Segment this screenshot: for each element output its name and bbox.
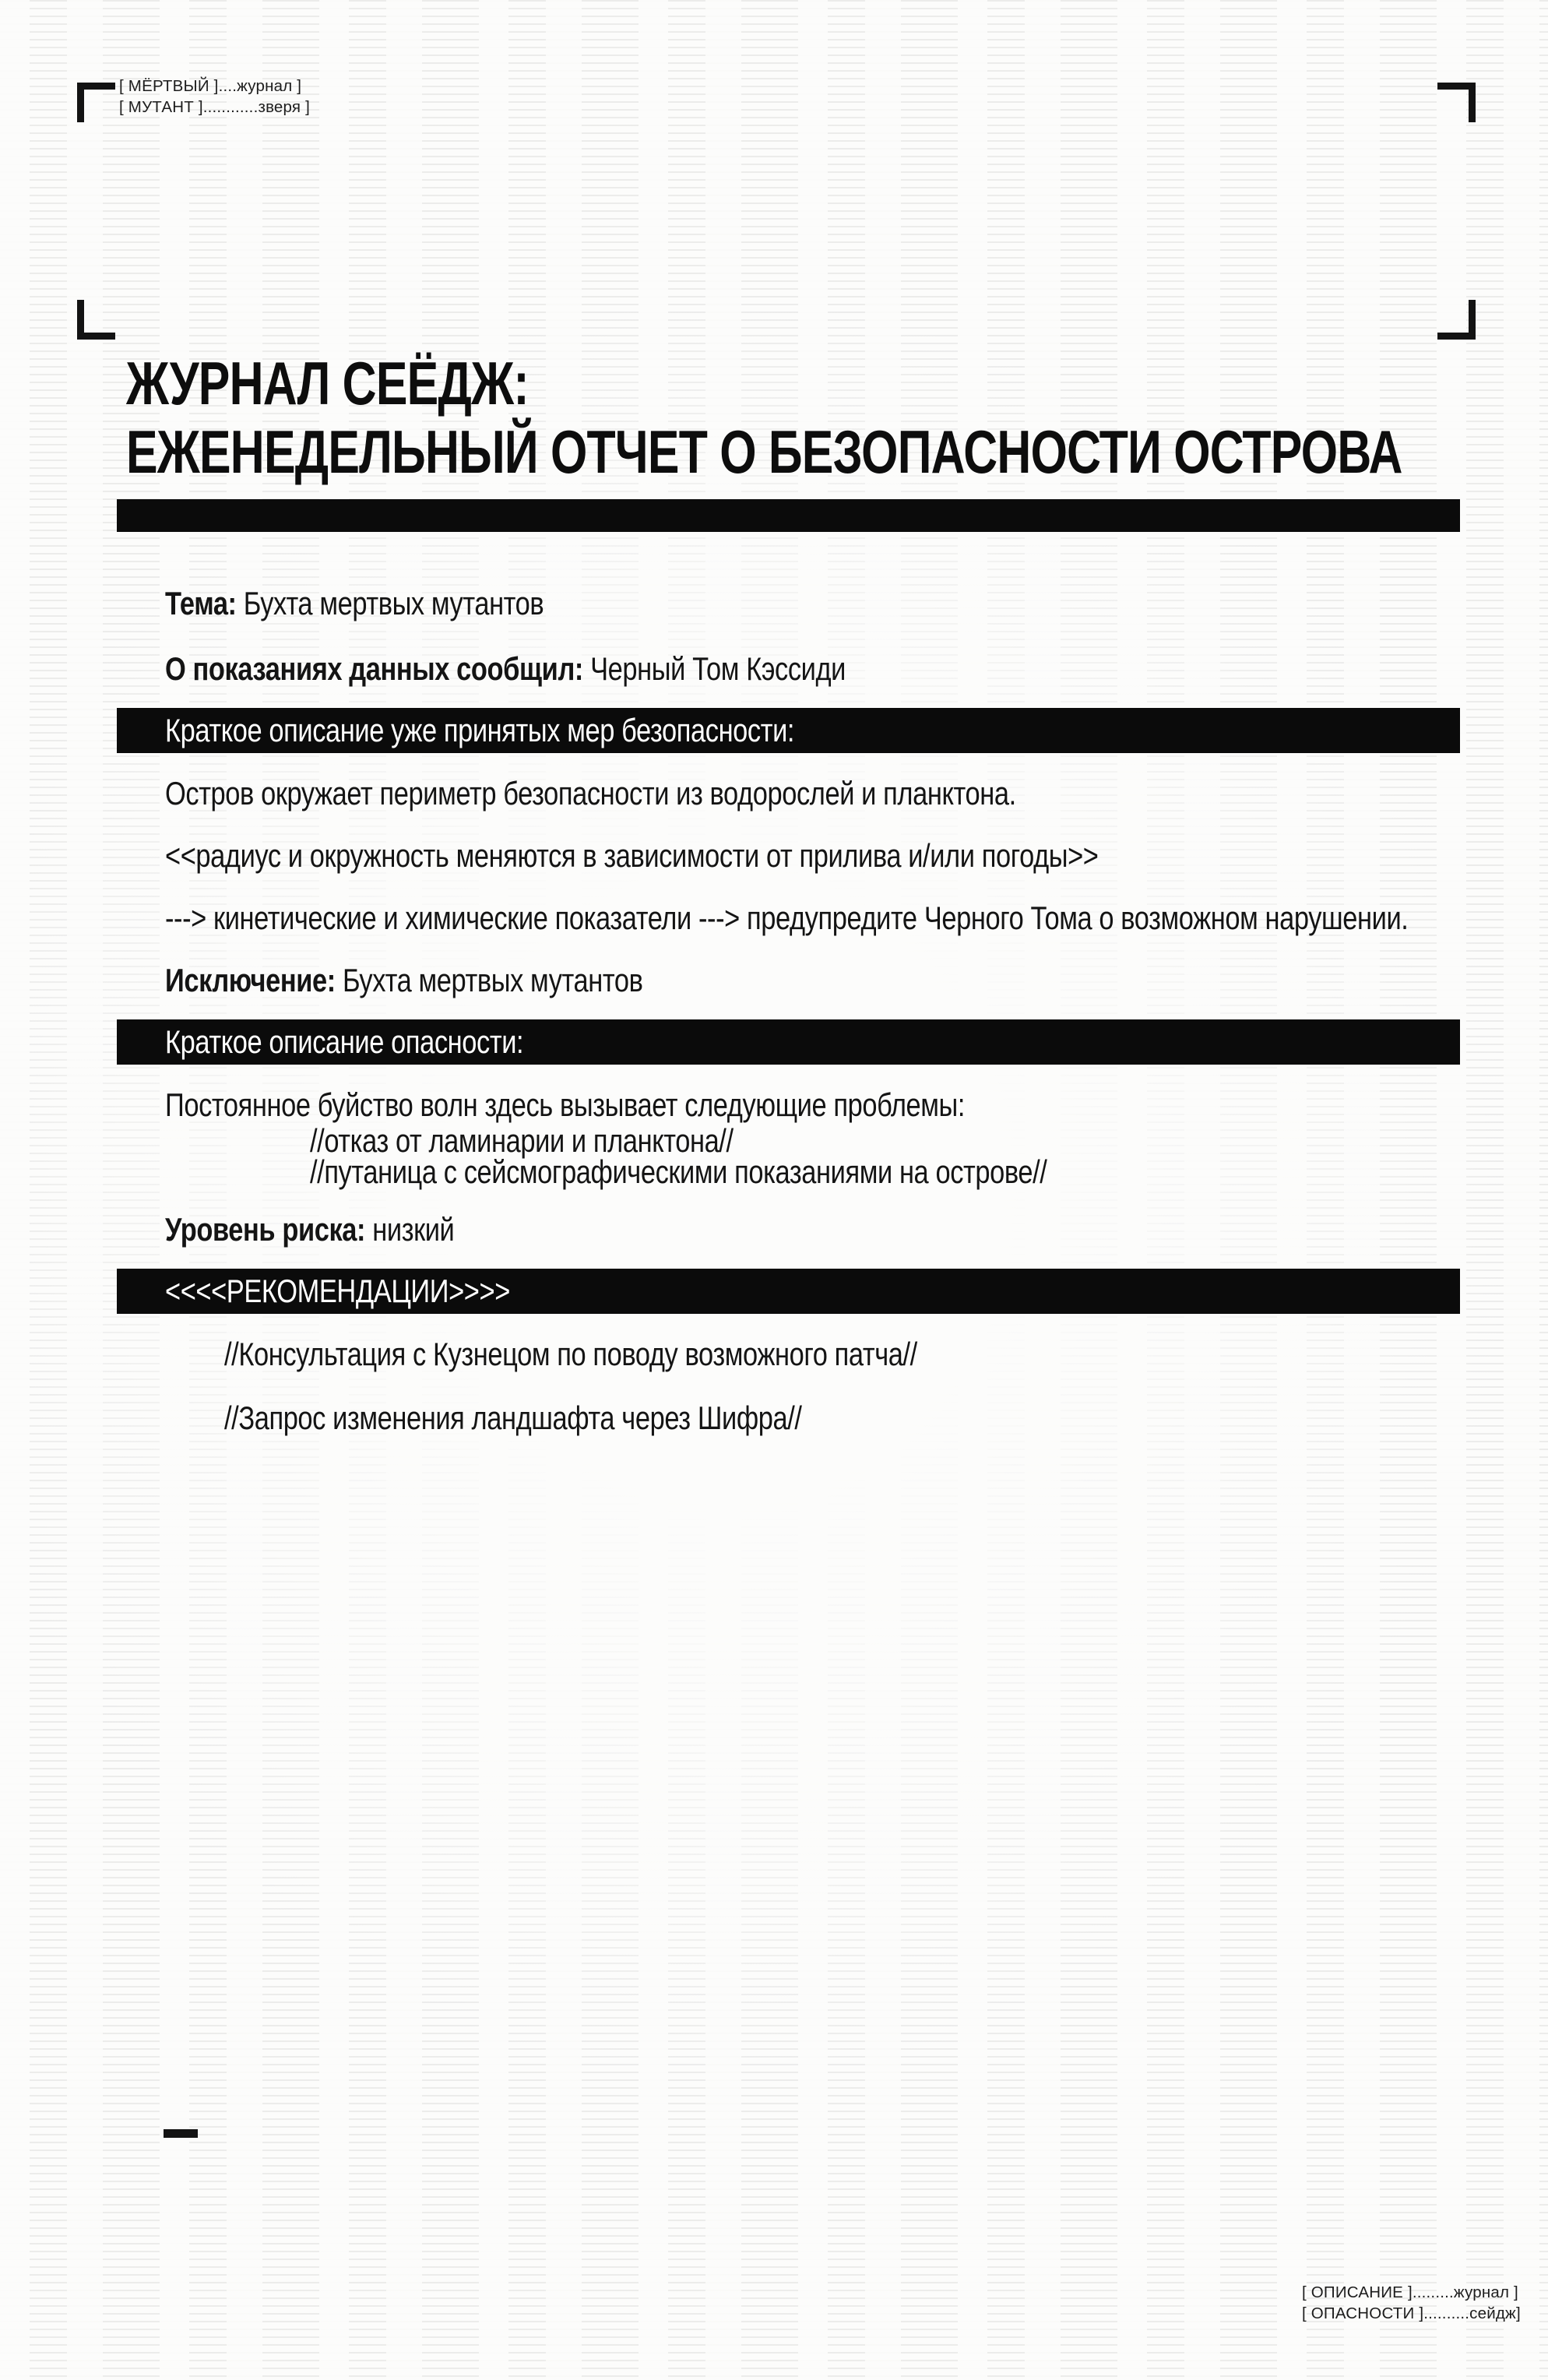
corner-bracket-top-left [77,83,115,122]
security-measure-line-2: <<радиус и окружность меняются в зависимости от прилива и/или погоды>> [165,837,1099,874]
meta-line-mutant-beast: [ МУТАНТ ]............зверя ] [119,98,310,116]
corner-bracket-top-right [1437,83,1476,122]
title-divider-bar [117,499,1460,532]
security-measure-line-1: Остров окружает периметр безопасности из водорослей и планктона. [165,775,1016,812]
risk-level-label: Уровень риска: [165,1211,366,1248]
hazard-intro-line: Постоянное буйство волн здесь вызывает следующие проблемы: [165,1086,966,1123]
page-end-dash [164,2129,198,2138]
subject-field [165,583,1460,624]
hazard-description [165,1085,1460,1188]
meta-line-description-journal: [ ОПИСАНИЕ ].........журнал ] [1302,2283,1518,2301]
page-title-line-1: ЖУРНАЛ СЕЁДЖ: [126,349,529,417]
reported-by-value: Черный Том Кэссиди [590,650,846,687]
exception-field [165,960,1460,1001]
section-header-hazard-label: Краткое описание опасности: [165,1023,524,1060]
hazard-problem-line-2: //путаница с сейсмографическими показаниями на острове// [310,1153,1047,1190]
subject-label: Тема: [165,585,237,621]
footer-meta-bottom-right [1302,2282,1521,2324]
risk-level-value: низкий [372,1211,455,1248]
security-measure-line-3: ---> кинетические и химические показатели ---> предупредите Черного Тома о возможном нарушении. [165,900,1409,936]
subject-value: Бухта мертвых мутантов [243,585,544,621]
hazard-problem-list [310,1122,1460,1190]
section-header-recommendations [117,1269,1460,1314]
reported-by-label: О показаниях данных сообщил: [165,650,583,687]
risk-level-field [165,1209,1460,1250]
page-title-line-2: ЕЖЕНЕДЕЛЬНЫЙ ОТЧЕТ О БЕЗОПАСНОСТИ ОСТРОВА [126,417,1402,486]
reported-by-field [165,649,1460,689]
section-header-hazard [117,1019,1460,1065]
recommendation-item-2: //Запрос изменения ландшафта через Шифра// [224,1399,802,1436]
section-header-recommendations-label: <<<<РЕКОМЕНДАЦИИ>>>> [165,1273,510,1309]
section-header-security [117,708,1460,753]
meta-line-hazards-sage: [ ОПАСНОСТИ ]..........сейдж] [1302,2304,1521,2322]
exception-value: Бухта мертвых мутантов [342,962,643,998]
corner-bracket-mid-left [77,300,115,340]
meta-line-dead-journal: [ МЁРТВЫЙ ]....журнал ] [119,77,302,95]
exception-label: Исключение: [165,962,336,998]
report-content [117,349,1460,1438]
page-title [126,349,1460,486]
header-meta-top-left [119,76,310,118]
recommendation-item-1: //Консультация с Кузнецом по поводу возможного патча// [224,1336,917,1372]
section-header-security-label: Краткое описание уже принятых мер безопасности: [165,712,795,748]
hazard-problem-line-1: //отказ от ламинарии и планктона// [310,1122,734,1159]
corner-bracket-mid-right [1437,300,1476,340]
